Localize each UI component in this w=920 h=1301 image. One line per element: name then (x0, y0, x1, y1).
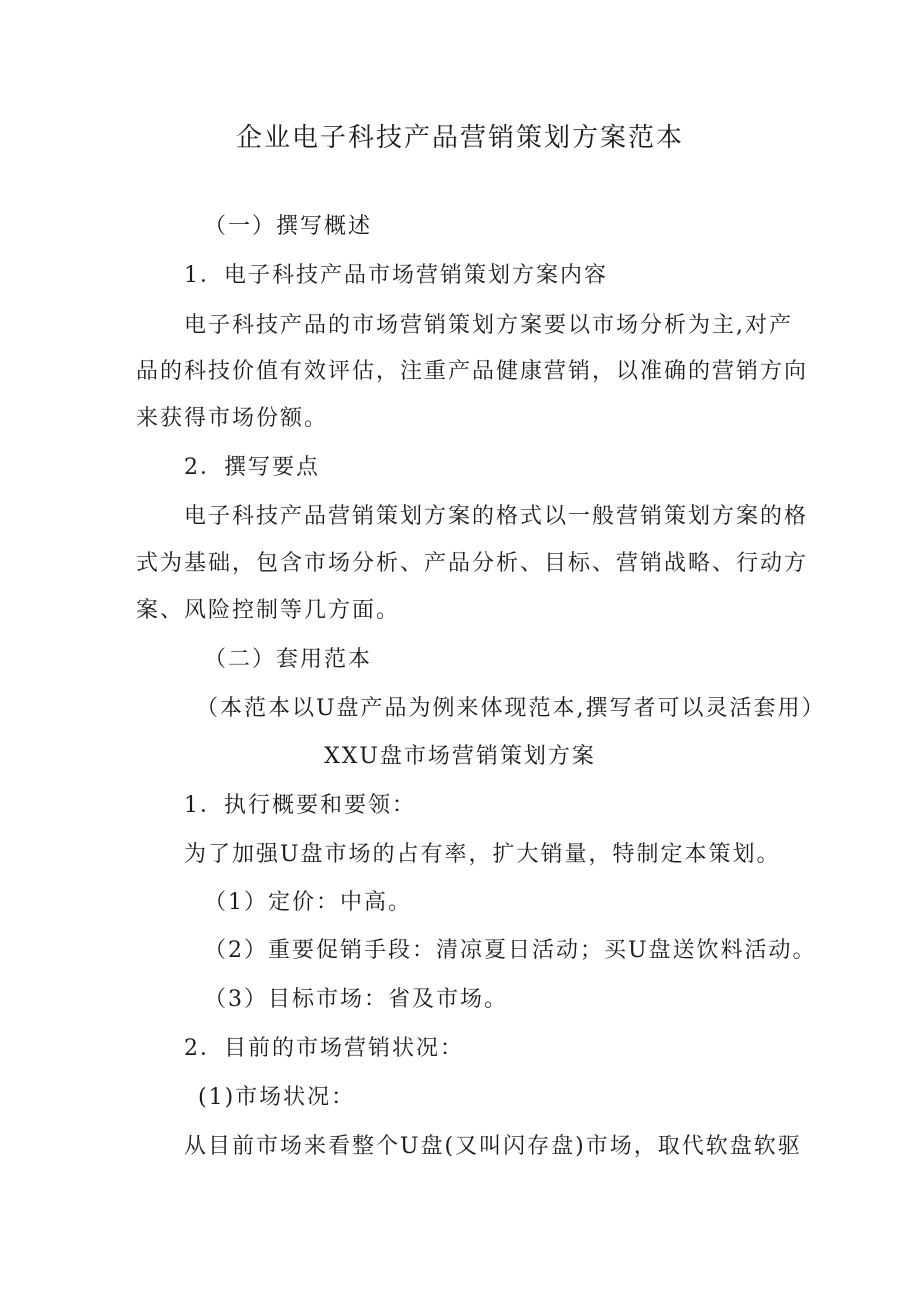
sub-item-target-market: （3）目标市场：省及市场。 (204, 987, 508, 1012)
paragraph-line: 式为基础，包含市场分析、产品分析、目标、营销战略、行动方 (136, 551, 809, 576)
paragraph-line: 电子科技产品的市场营销策划方案要以市场分析为主,对产 (184, 313, 793, 338)
paragraph-line: 为了加强U盘市场的占有率，扩大销量，特制定本策划。 (184, 842, 781, 867)
sub-item-pricing: （1）定价：中高。 (204, 890, 412, 915)
item-heading-content: 1．电子科技产品市场营销策划方案内容 (184, 263, 608, 288)
paragraph-line: 电子科技产品营销策划方案的格式以一般营销策划方案的格 (184, 504, 809, 529)
sub-item-promotion: （2）重要促销手段：清凉夏日活动；买U盘送饮料活动。 (204, 938, 817, 963)
paragraph-line: 品的科技价值有效评估，注重产品健康营销，以准确的营销方向 (136, 359, 809, 384)
item-heading-market-status: 2．目前的市场营销状况： (184, 1036, 464, 1061)
paragraph-line: 案、风险控制等几方面。 (136, 598, 401, 623)
plan-title: XXU盘市场营销策划方案 (324, 744, 596, 769)
section-heading-overview: （一）撰写概述 (204, 214, 373, 239)
document-title: 企业电子科技产品营销策划方案范本 (235, 123, 684, 153)
template-note: （本范本以U盘产品为例来体现范本,撰写者可以灵活套用） (196, 696, 826, 721)
section-heading-template: （二）套用范本 (204, 647, 373, 672)
item-heading-summary: 1．执行概要和要领： (184, 793, 416, 818)
paragraph-line: 从目前市场来看整个U盘(又叫闪存盘)市场，取代软盘软驱 (184, 1134, 802, 1159)
item-heading-key-points: 2．撰写要点 (184, 455, 320, 480)
paragraph-line: 来获得市场份额。 (136, 406, 329, 431)
sub-item-market-condition: (1)市场状况： (198, 1085, 356, 1110)
